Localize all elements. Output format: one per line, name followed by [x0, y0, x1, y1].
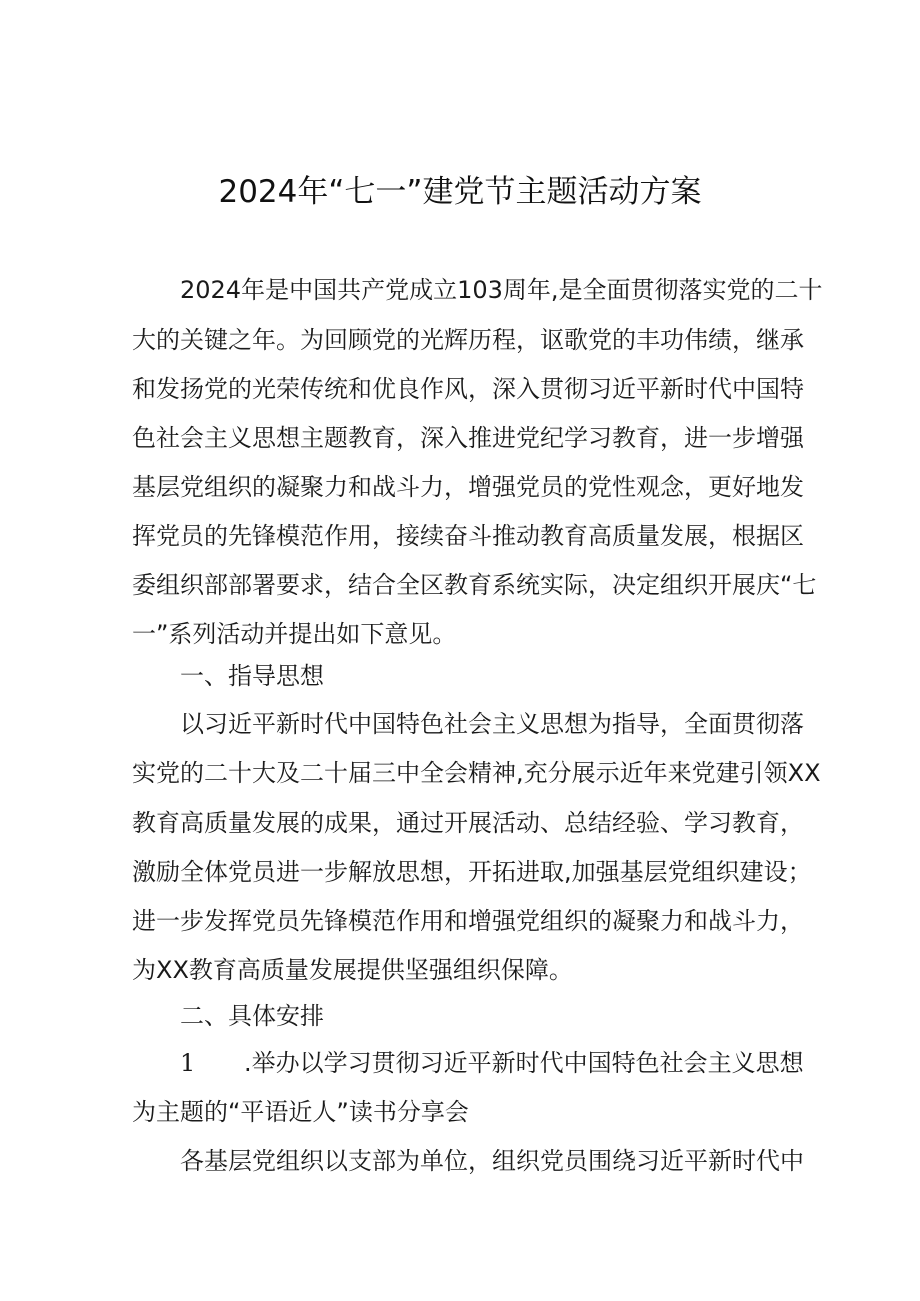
- section-heading-guiding-thought: 一、指导思想: [180, 662, 324, 690]
- intro-line: 和发扬党的光荣传统和优良作风，深入贯彻习近平新时代中国特: [132, 375, 804, 403]
- item1-title-line: .举办以学习贯彻习近平新时代中国特色社会主义思想: [244, 1049, 804, 1077]
- intro-line: 大的关键之年。为回顾党的光辉历程，讴歌党的丰功伟绩，继承: [132, 326, 804, 354]
- intro-line: 挥党员的先锋模范作用，接续奋斗推动教育高质量发展，根据区: [132, 522, 804, 550]
- item-number: 1: [180, 1049, 196, 1077]
- section-heading-arrangements: 二、具体安排: [180, 1002, 324, 1030]
- section1-line: 以习近平新时代中国特色社会主义思想为指导，全面贯彻落: [180, 710, 804, 738]
- item1-title-line: 为主题的“平语近人”读书分享会: [132, 1098, 469, 1126]
- intro-line: 基层党组织的凝聚力和战斗力，增强党员的党性观念，更好地发: [132, 473, 804, 501]
- item1-body-line: 各基层党组织以支部为单位，组织党员围绕习近平新时代中: [180, 1147, 804, 1175]
- intro-line: 2024年是中国共产党成立103周年,是全面贯彻落实党的二十: [180, 276, 823, 304]
- intro-line: 色社会主义思想主题教育，深入推进党纪学习教育，进一步增强: [132, 424, 804, 452]
- section1-line: 进一步发挥党员先锋模范作用和增强党组织的凝聚力和战斗力，: [132, 907, 804, 935]
- intro-line: 委组织部部署要求，结合全区教育系统实际，决定组织开展庆“七: [132, 571, 817, 599]
- section1-line: 教育高质量发展的成果，通过开展活动、总结经验、学习教育，: [132, 809, 804, 837]
- document-title: 2024年“七一”建党节主题活动方案: [218, 174, 702, 210]
- section1-line: 实党的二十大及二十届三中全会精神,充分展示近年来党建引领XX: [132, 759, 821, 787]
- section1-line: 激励全体党员进一步解放思想，开拓进取,加强基层党组织建设；: [132, 858, 812, 886]
- section1-line: 为XX教育高质量发展提供坚强组织保障。: [132, 956, 573, 984]
- intro-line: 一”系列活动并提出如下意见。: [132, 620, 457, 648]
